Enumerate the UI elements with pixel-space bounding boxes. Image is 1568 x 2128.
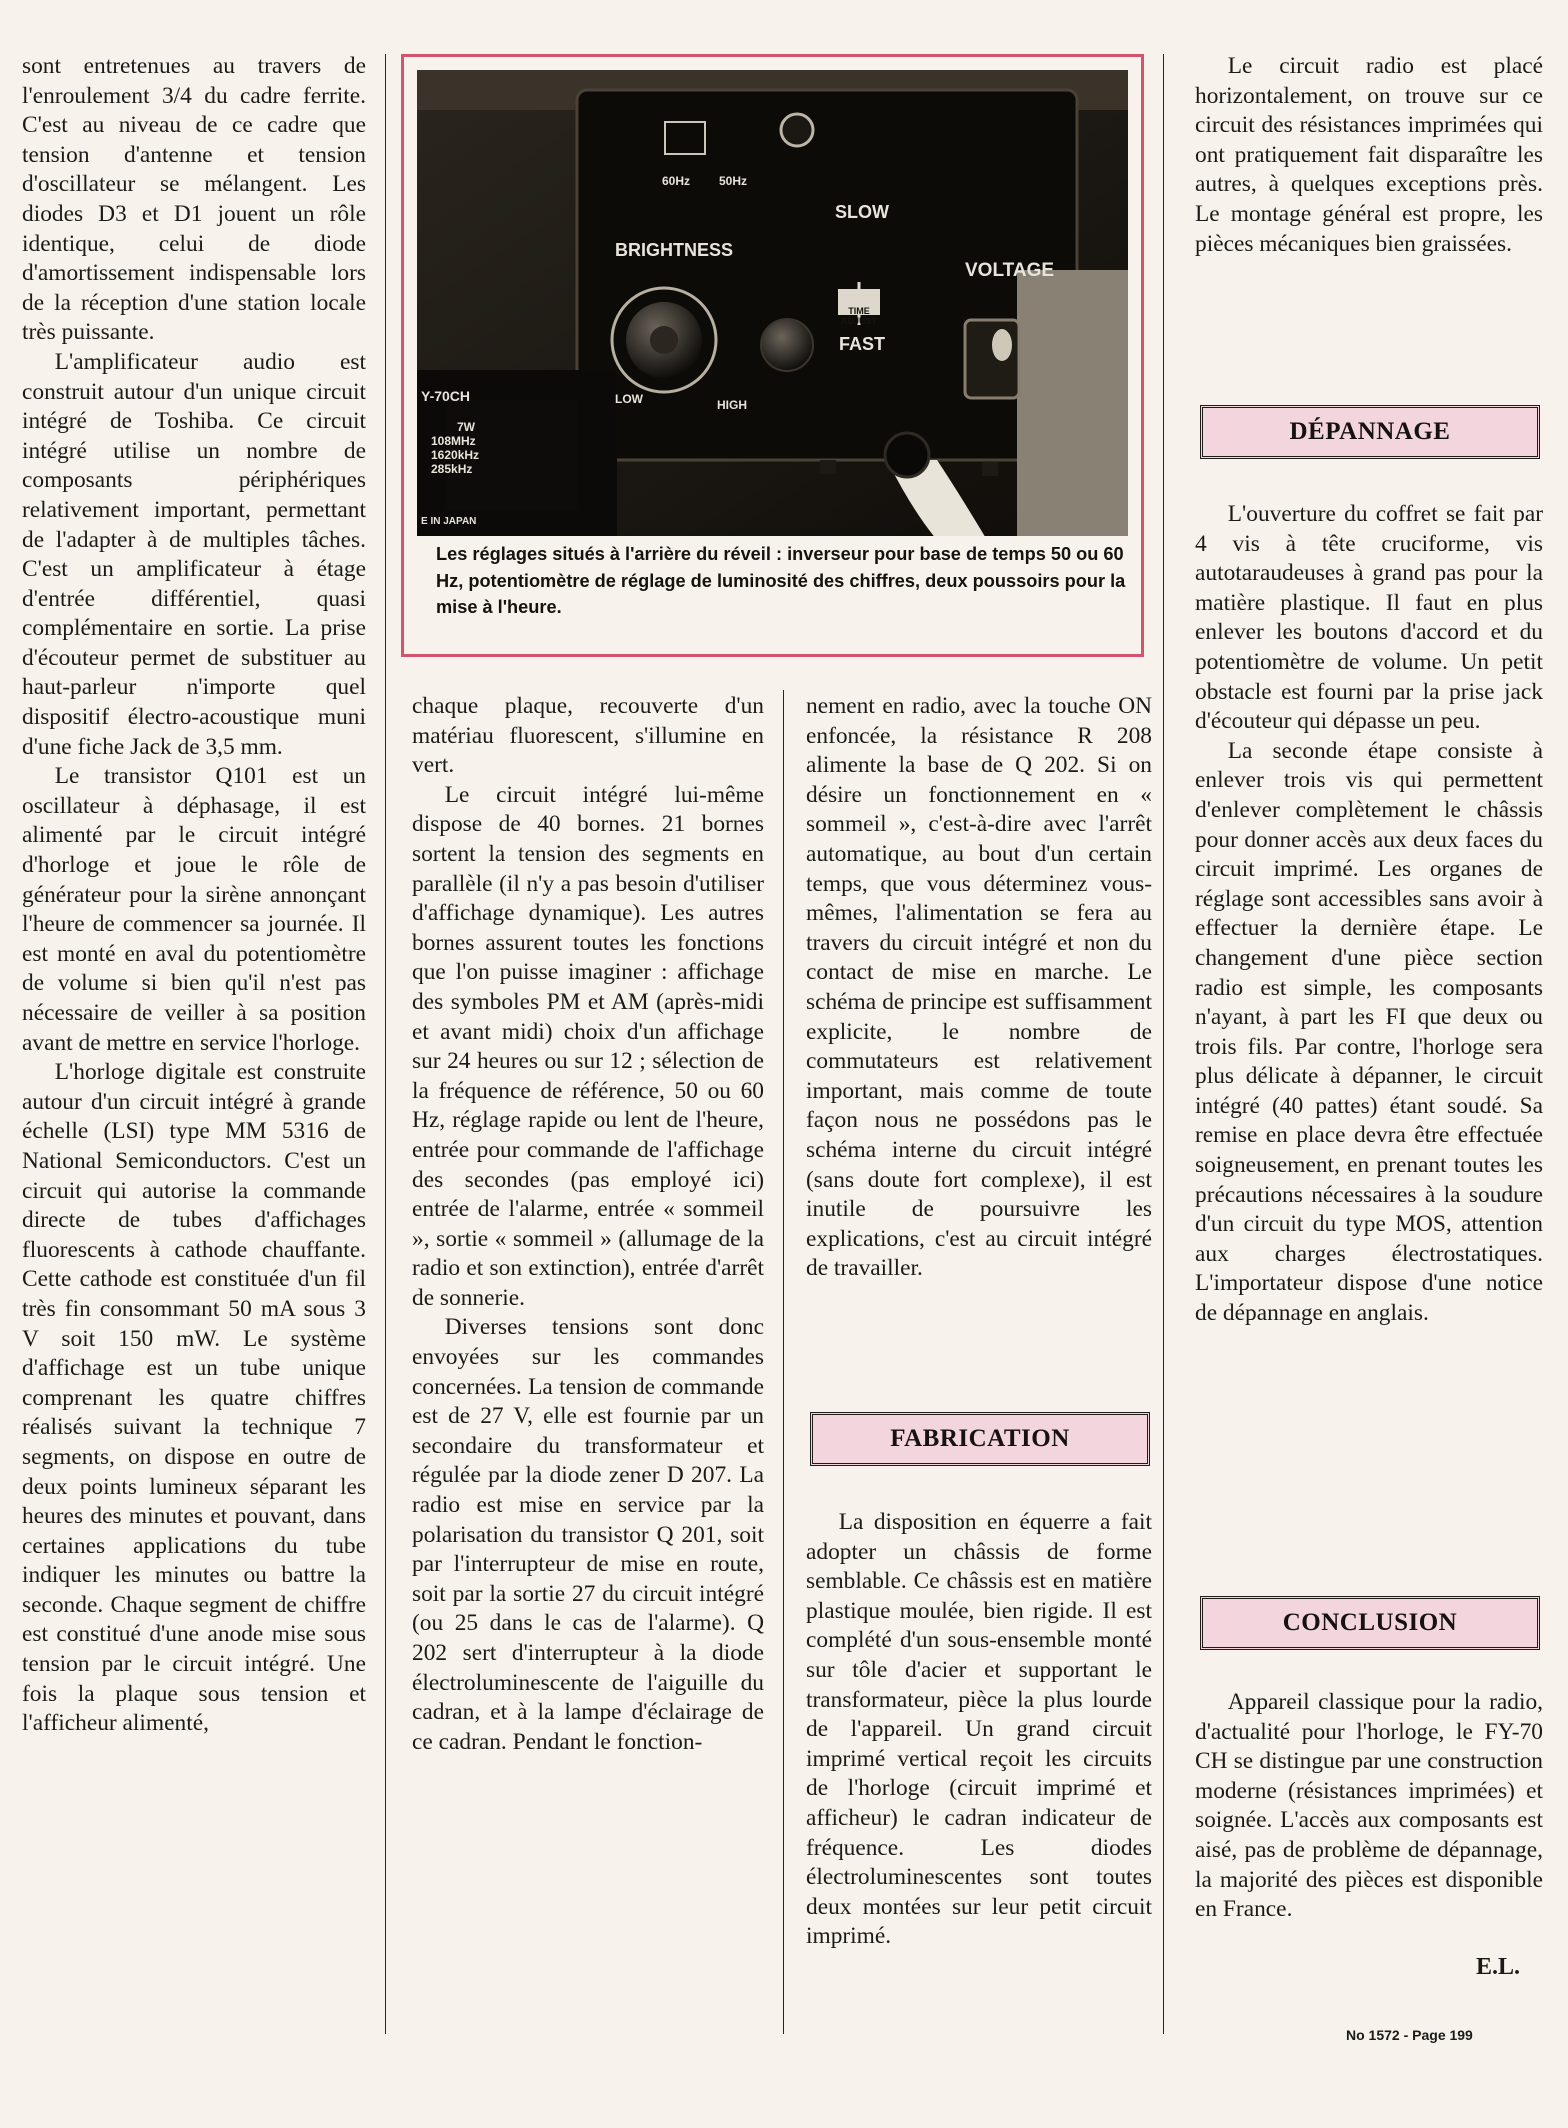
paragraph: Diverses tensions sont donc envoyées sur les commandes concernées. La tension de commande est de 27 V, elle est fournie par un secondaire du transformateur et régulée par la diode zener D 207. La radio est mise en service par la polarisation du transistor Q 201, soit par l'interrupteur de mise en route, soit par la sortie 27 du circuit intégré (ou 25 dans le cas de l'alarme). Q 202 sert d'interrupteur à la diode électroluminescente de l'aiguille du cadran, et à la lampe d'éclairage de ce cadran. Pendant le fonction- [412, 1314, 764, 1755]
paragraph: nement en radio, avec la touche ON enfoncée, la résistance R 208 alimente la base de Q 202. Si on désire un fonctionnement en « sommeil », c'est-à-dire avec l'arrêt automatique, au bout d'un certain temps, que vous déterminez vous-mêmes, l'alimentation se fera au travers du circuit intégré et non du contact de mise en marche. Le schéma de principe est suffisamment explicite, le nombre de commutateurs est relativement important, mais comme de toute façon nous ne possédons pas le schéma interne du circuit intégré (sans doute fort complexe), il est inutile de poursuivre les explications, c'est au circuit intégré de travailler. [806, 693, 1152, 1282]
label-low: LOW [615, 392, 643, 406]
label-slow: SLOW [835, 202, 889, 222]
label-60hz: 60Hz [662, 174, 691, 188]
label-spec: 285kHz [431, 462, 473, 476]
paragraph: L'horloge digitale est construite autour d'un circuit intégré à grande échelle (LSI) type MM 5316 de National Semiconductors. C'est un circuit qui autorise la commande directe de tubes d'affichages fluorescents à cathode chauffante. Cette cathode est constituée d'un fil très fin consommant 50 mA sous 3 V soit 150 mW. Le système d'affichage est un tube unique comprenant les quatre chiffres réalisés suivant la technique 7 segments, on dispose en outre de deux points lumineux séparant les heures des minutes et pouvant, dans certaines applications du tube indiquer les minutes ou battre la seconde. Chaque segment de chiffre est constitué d'une anode mise sous tension par le circuit intégré. Une fois la plaque sous tension et l'afficheur alimenté, [22, 1059, 366, 1737]
paragraph: La seconde étape consiste à enlever trois vis qui permettent d'enlever complètement le châssis pour donner accès aux deux faces du circuit imprimé. Les organes de réglage sont accessibles sans avoir à effectuer la dernière étape. Le changement d'une pièce section radio est simple, les composants n'ayant, à part les FI que deux ou trois fils. Par contre, l'horloge sera plus délicate à dépanner, le circuit intégré (40 pattes) étant soudé. Sa remise en place devra être effectuée soigneusement, en prenant toutes les précautions nécessaires à la soudure d'un circuit du type MOS, attention aux charges électrostatiques. L'importateur dispose d'une notice de dépannage en anglais. [1195, 737, 1543, 1327]
column-rule [385, 54, 386, 2034]
paragraph: L'amplificateur audio est construit autour d'un unique circuit intégré de Toshiba. Ce circuit intégré utilise un nombre de composants périphériques relativement important, permettant de l'adapter à de multiples tâches. C'est un amplificateur à étage d'entrée différentiel, quasi complémentaire en sortie. La prise d'écouteur permet de substituer au haut-parleur n'importe quel dispositif électro-acoustique muni d'une fiche Jack de 3,5 mm. [22, 348, 366, 760]
column-1 [22, 52, 366, 1739]
label-model: Y-70CH [421, 388, 471, 404]
paragraph: sont entretenues au travers de l'enroulement 3/4 du cadre ferrite. C'est au niveau de ce cadre que tension d'antenne et tension d'oscillateur se mélangent. Les diodes D3 et D1 jouent un rôle identique, celui de diode d'amortissement indispensable lors de la réception d'une station locale très puissante. [22, 53, 366, 346]
label-made-in: E IN JAPAN [421, 516, 477, 527]
author-signature: E.L. [1476, 1954, 1521, 1980]
label-spec: 1620kHz [431, 448, 480, 462]
photo-caption: Les réglages situés à l'arrière du réveil : inverseur pour base de temps 50 ou 60 Hz, potentiomètre de réglage de luminosité des chiffres, deux poussoirs pour la mise à l'heure. [436, 544, 1126, 617]
column-rule [783, 690, 784, 2034]
label-spec: 108MHz [431, 434, 476, 448]
conclusion-body [1195, 1688, 1543, 1925]
page-folio: No 1572 - Page 199 [1346, 2027, 1473, 2043]
paragraph: Le circuit intégré lui-même dispose de 40 bornes. 21 bornes sortent la tension des segments en parallèle (il n'y a pas besoin d'utiliser d'affichage dynamique). Les autres bornes assurent toutes les fonctions que l'on puisse imaginer : affichage des symboles PM et AM (après-midi et avant midi) choix d'un affichage sur 24 heures ou sur 12 ; sélection de la fréquence de référence, 50 ou 60 Hz, réglage rapide ou lent de l'heure, entrée pour commande de l'affichage des secondes (pas employé ici) entrée de l'alarme, entrée « sommeil », sortie « sommeil » (allumage de la radio et son extinction), entrée d'arrêt de sonnerie. [412, 781, 764, 1311]
section-heading-conclusion: CONCLUSION [1200, 1596, 1540, 1650]
photo-rear-panel [417, 70, 1128, 536]
depannage-body [1195, 500, 1543, 1329]
column-rule [1163, 54, 1164, 2034]
label-fast: FAST [839, 334, 886, 354]
label-voltage: VOLTAGE [965, 260, 1055, 281]
paragraph: chaque plaque, recouverte d'un matériau fluorescent, s'illumine en vert. [412, 693, 764, 779]
label-high: HIGH [717, 398, 747, 412]
label-spec: 7W [457, 420, 475, 434]
fabrication-body [806, 1508, 1152, 1952]
label-brightness: BRIGHTNESS [615, 240, 734, 260]
column-2 [412, 692, 764, 1757]
column-4 [1195, 52, 1543, 259]
section-heading-fabrication: FABRICATION [810, 1412, 1150, 1466]
paragraph: Le transistor Q101 est un oscillateur à déphasage, il est alimenté par le circuit intégré d'horloge et joue le rôle de générateur pour la sirène annonçant l'heure de commencer sa journée. Il est monté en aval du potentiomètre de volume si bien qu'il n'est pas nécessaire de veiller à sa position avant de mettre en service l'horloge. [22, 763, 366, 1056]
label-50hz: 50Hz [719, 174, 748, 188]
paragraph: L'ouverture du coffret se fait par 4 vis à tête cruciforme, vis autotaraudeuses à grand pas pour la matière plastique. Il faut en plus enlever les boutons d'accord et du potentiomètre de volume. Un petit obstacle est fourni par la prise jack d'écouteur qui dépasse un peu. [1195, 501, 1543, 735]
label-time-adjust: TIME ADJUST [840, 306, 877, 326]
photo-figure [401, 54, 1144, 657]
paragraph: Appareil classique pour la radio, d'actualité pour l'horloge, le FY-70 CH se distingue par une construction moderne (résistances imprimées) et soignée. L'accès aux composants est aisé, pas de problème de dépannage, la majorité des pièces est disponible en France. [1195, 1689, 1543, 1923]
paragraph: La disposition en équerre a fait adopter un châssis de forme semblable. Ce châssis est en matière plastique moulée, bien rigide. Il est complété d'un sous-ensemble monté sur tôle d'acier et supportant le transformateur, pièce la plus lourde de l'appareil. Un grand circuit imprimé vertical reçoit les circuits de l'horloge (circuit imprimé et afficheur) le cadran indicateur de fréquence. Les diodes électroluminescentes sont toutes deux montées sur leur petit circuit imprimé. [806, 1509, 1152, 1950]
paragraph: Le circuit radio est placé horizontalement, on trouve sur ce circuit des résistances imprimées qui ont pratiquement fait disparaître les autres, à quelques exceptions près. Le montage général est propre, les pièces mécaniques bien graissées. [1195, 53, 1543, 257]
column-3 [806, 692, 1152, 1284]
rear-panel-illustration [417, 70, 1128, 536]
section-heading-depannage: DÉPANNAGE [1200, 405, 1540, 459]
